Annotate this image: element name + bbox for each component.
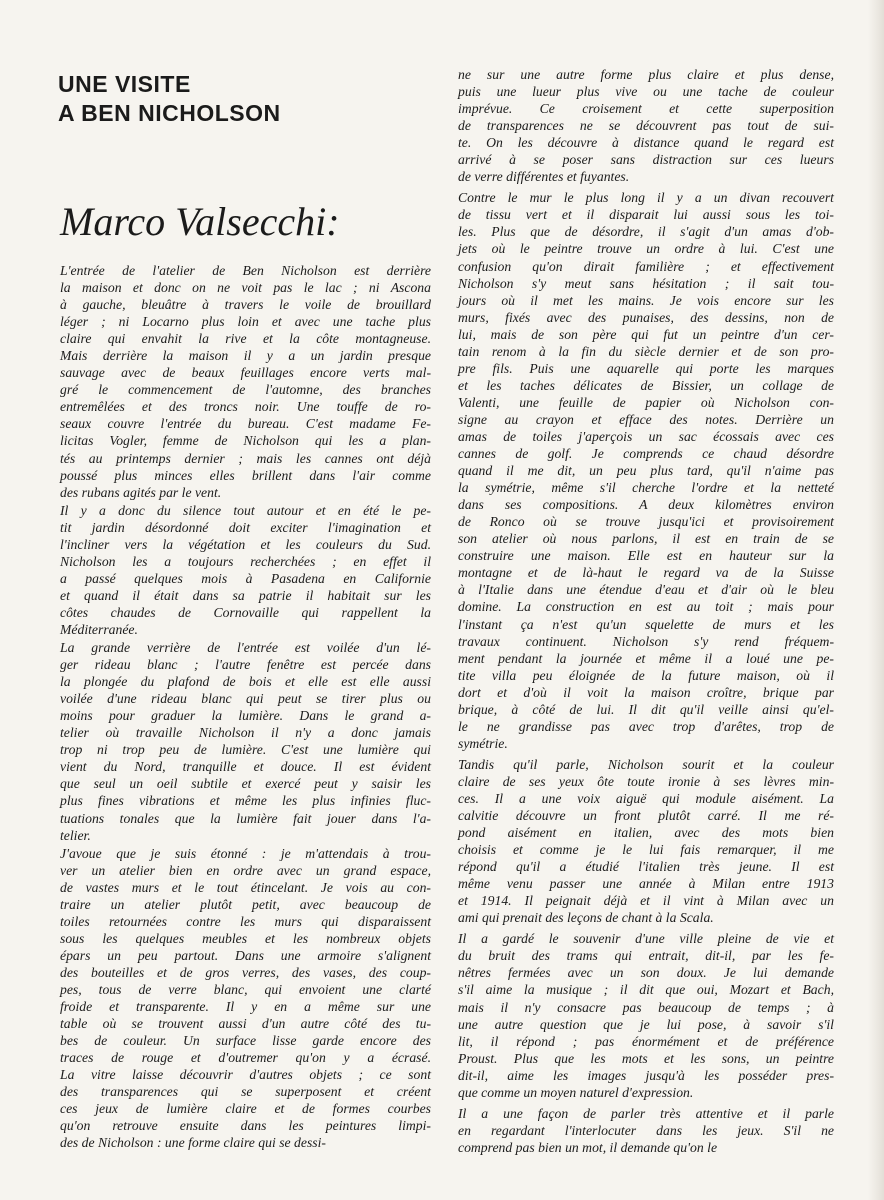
text-line: la symétrie, même s'il cherche l'ordre et la netteté xyxy=(458,480,834,496)
text-line: côtes chaudes de Cornovaille qui rappellent la xyxy=(60,604,431,620)
text-line: pes, tous de verre blanc, qui envoient une clarté xyxy=(60,981,431,997)
left-column xyxy=(60,262,431,1151)
article-title xyxy=(58,70,438,128)
text-line: trop ni trop peu de lumière. C'est une lumière qui xyxy=(60,742,431,758)
text-line: une autre question que je lui pose, à savoir s'il xyxy=(458,1016,834,1032)
text-line: signe au crayon et efface des notes. Derrière un xyxy=(458,411,834,427)
text-line: claire qui envahit la rive et la côte montagneuse. xyxy=(60,331,431,347)
text-line: toiles retournées contre les murs qui disparaissent xyxy=(60,913,431,929)
text-line: traire un atelier plutôt petit, avec beaucoup de xyxy=(60,896,431,912)
text-line: Il y a donc du silence tout autour et en été le pe- xyxy=(60,502,431,518)
text-line: traces de rouge et d'outremer qu'on y a écrasé. xyxy=(60,1050,431,1066)
text-line: du bruit des trams qui entrait, dit-il, par les fe- xyxy=(458,948,834,964)
title-line-1: UNE VISITE xyxy=(58,71,191,97)
text-line: ne sur une autre forme plus claire et plus dense, xyxy=(458,67,834,82)
text-line: L'entrée de l'atelier de Ben Nicholson est derrière xyxy=(60,263,431,278)
text-line: travaux continuent. Nicholson s'y rend fréquem- xyxy=(458,633,834,649)
text-line: montagne et de là-haut le regard va de la Suisse xyxy=(458,565,834,581)
text-line: Tandis qu'il parle, Nicholson sourit et la couleur xyxy=(458,756,834,772)
text-line: de verre différentes et fuyantes. xyxy=(458,169,630,185)
text-line: imprévue. Ce croisement et cette superposition xyxy=(458,101,834,117)
text-line: dit-il, aime les images jusqu'à les posséder pres- xyxy=(458,1067,834,1083)
right-column xyxy=(458,66,834,1156)
page-edge xyxy=(868,0,884,1200)
text-line: que seul un oeil subtile et exercé peut y saisir les xyxy=(60,776,431,792)
text-line: tit jardin désordonné doit exciter l'imagination et xyxy=(60,519,431,535)
text-line: de Ronco où se trouve jusqu'ici et provisoirement xyxy=(458,514,834,530)
text-line: construire une maison. Elle est en hauteur sur la xyxy=(458,548,834,564)
text-line: moins pour graduer la lumière. Dans le grand a- xyxy=(60,708,431,724)
text-line: puis une lueur plus vive ou une tache de couleur xyxy=(458,84,834,100)
text-line: le ne grandisse pas avec trop d'arêtes, trop de xyxy=(458,718,834,734)
text-line: répond qu'il a étudié l'italien très jeune. Il est xyxy=(458,859,834,875)
text-line: choisis et comme je le lui fais remarquer, il me xyxy=(458,842,834,858)
text-line: la plongée du plafond de bois et elle est elle aussi xyxy=(60,674,431,690)
text-line: dort et d'où il voit la maison croître, brique par xyxy=(458,684,834,700)
text-line: lit, il répond ; pas énormément et de préférence xyxy=(458,1033,834,1049)
text-line: sauvage avec de beaux feuillages encore verts mal- xyxy=(60,365,431,381)
text-line: licitas Vogler, femme de Nicholson qui les a plan- xyxy=(60,433,431,449)
text-line: froide et transparente. Il y en a même sur une xyxy=(60,999,431,1015)
text-line: et quand il était dans sa patrie il habitait sur les xyxy=(60,587,431,603)
paragraph xyxy=(60,262,431,501)
paragraph xyxy=(458,189,834,752)
text-line: qu'on retrouve ensuite dans les peintures limpi- xyxy=(60,1118,431,1134)
text-line: l'instant ça n'est qu'un squelette de murs et les xyxy=(458,616,834,632)
text-line: des de Nicholson : une forme claire qui se dessi- xyxy=(60,1135,326,1151)
text-line: pond aisément en italien, avec des mots bien xyxy=(458,825,834,841)
text-line: J'avoue que je suis étonné : je m'attendais à trou- xyxy=(60,845,431,861)
text-line: s'il aime la musique ; il dit que oui, Mozart et Bach, xyxy=(458,982,834,998)
text-line: voilée d'une rideau blanc qui peut se tirer plus ou xyxy=(60,691,431,707)
text-line: comprend pas bien un mot, il demande qu'on le xyxy=(458,1139,718,1155)
text-line: léger ; ni Locarno plus loin et avec une tache plus xyxy=(60,314,431,330)
text-line: plus fines vibrations et même les plus infinies fluc- xyxy=(60,793,431,809)
text-line: épars un peu partout. Dans une armoire s'alignent xyxy=(60,947,431,963)
text-line: ami qui prenait des leçons de chant à la Scala. xyxy=(458,910,714,926)
text-line: Il a gardé le souvenir d'une ville pleine de vie et xyxy=(458,931,834,947)
paragraph xyxy=(458,66,834,185)
text-line: ces. Il a une voix aiguë qui module aisément. La xyxy=(458,790,834,806)
text-line: dans ses compositions. A deux kilomètres environ xyxy=(458,497,834,513)
text-line: jets où le peintre trouve un ordre à lui. C'est une xyxy=(458,241,834,257)
text-line: murs, fixés avec des punaises, des dessins, non de xyxy=(458,309,834,325)
text-line: Valenti, une feuille de papier où Nicholson con- xyxy=(458,394,834,410)
text-line: claire de ses yeux ôte toute ironie à ses lèvres min- xyxy=(458,773,834,789)
text-line: tés au printemps dernier ; mais les cannes ont déjà xyxy=(60,450,431,466)
text-line: des bouteilles et de gros verres, des vases, des coup- xyxy=(60,964,431,980)
text-line: pre fils. Puis une aquarelle qui porte les marques xyxy=(458,360,834,376)
text-line: de tissu vert et il disparait lui aussi sous les toi- xyxy=(458,207,834,223)
text-line: Méditerranée. xyxy=(60,621,138,637)
text-line: que comme un moyen naturel d'expression. xyxy=(458,1084,694,1100)
text-line: en regardant l'interlocuter dans les jeux. S'il ne xyxy=(458,1122,834,1138)
text-line: tite villa peu éloignée de la future maison, où il xyxy=(458,667,834,683)
text-line: Nicholson s'y meut sans hésitation ; il sait tou- xyxy=(458,275,834,291)
text-line: vient du Nord, tranquille et douce. Il est évident xyxy=(60,759,431,775)
text-line: Il a une façon de parler très attentive et il parle xyxy=(458,1105,834,1121)
text-line: et les taches délicates de Bissier, un collage de xyxy=(458,377,834,393)
text-line: calvitie découvre un front plutôt carré. Il me ré- xyxy=(458,808,834,824)
text-line: ver un atelier bien en ordre avec un grand espace, xyxy=(60,862,431,878)
text-line: bes de couleur. Un surface lisse garde encore des xyxy=(60,1033,431,1049)
text-line: amas de toiles j'aperçois un sac écossais avec ces xyxy=(458,428,834,444)
text-line: à l'Italie dans une étendue d'eau et d'air où le bleu xyxy=(458,582,834,598)
text-line: arrivé à se poser sans distraction sur ces lueurs xyxy=(458,152,834,168)
text-line: La vitre laisse découvrir d'autres objets ; ce sont xyxy=(60,1067,431,1083)
text-line: La grande verrière de l'entrée est voilée d'un lé- xyxy=(60,640,431,656)
text-line: mais il n'y consacre pas beaucoup de temps ; à xyxy=(458,999,834,1015)
text-line: même venu passer une année à Milan entre 1913 xyxy=(458,876,834,892)
text-line: lui, mais de son père qui fut un peintre d'un cer- xyxy=(458,326,834,342)
text-line: et 1914. Il peignait déjà et il vint à Milan avec un xyxy=(458,893,834,909)
title-line-2: A BEN NICHOLSON xyxy=(58,100,281,126)
paragraph xyxy=(458,930,834,1100)
text-line: poussé plus minces elles brillent dans l'air comme xyxy=(60,467,431,483)
text-line: l'incliner vers la végétation et les couleurs du Sud. xyxy=(60,536,431,552)
text-line: table où se trouvent aussi d'un autre côté des tu- xyxy=(60,1016,431,1032)
text-line: les. Plus que de désordre, il s'agit d'un amas d'ob- xyxy=(458,224,834,240)
paragraph xyxy=(458,756,834,926)
text-line: ces jeux de lumière claire et de formes courbes xyxy=(60,1101,431,1117)
text-line: tuations tonales que la lumière fait jouer dans l'a- xyxy=(60,810,431,826)
text-line: Proust. Plus que les mots et les sons, un peintre xyxy=(458,1050,834,1066)
text-line: sous les quelques meubles et les nombreux objets xyxy=(60,930,431,946)
text-line: ger rideau blanc ; l'autre fenêtre est percée dans xyxy=(60,657,431,673)
text-line: telier où travaille Nicholson il n'y a donc jamais xyxy=(60,725,431,741)
text-line: Mais derrière la maison il y a un jardin presque xyxy=(60,348,431,364)
text-line: telier. xyxy=(60,827,91,843)
text-line: de transparences ne se découvrent pas tout de sui- xyxy=(458,118,834,134)
text-line: brique, à côté de lui. Il dit qu'il veille ainsi qu'el- xyxy=(458,701,834,717)
paragraph xyxy=(60,639,431,844)
text-line: des transparences qui se superposent et créent xyxy=(60,1084,431,1100)
text-line: à gauche, bleuâtre à travers le voile de brouillard xyxy=(60,297,431,313)
text-line: te. On les découvre à distance quand le regard est xyxy=(458,135,834,151)
text-line: quand il me dit, un peu plus tard, qu'il n'aime pas xyxy=(458,463,834,479)
text-line: Nicholson les a toujours recherchées ; en effet il xyxy=(60,553,431,569)
paragraph xyxy=(458,1105,834,1156)
text-line: symétrie. xyxy=(458,735,508,751)
text-line: domine. La construction en est au toit ; mais pour xyxy=(458,599,834,615)
text-line: des rubans agités par le vent. xyxy=(60,484,222,500)
text-line: Contre le mur le plus long il y a un divan recouvert xyxy=(458,190,834,206)
text-line: de vastes murs et le tout étincelant. Je vois au con- xyxy=(60,879,431,895)
text-line: son atelier où nous parlons, il est en train de se xyxy=(458,531,834,547)
text-line: cannes de golf. Je comprends ce chaud désordre xyxy=(458,446,834,462)
text-line: nêtres fermées avec un son doux. Je lui demande xyxy=(458,965,834,981)
paragraph xyxy=(60,502,431,638)
text-line: gré le commencement de l'automne, des branches xyxy=(60,382,431,398)
text-line: ment pendant la journée et même il a loué une pe- xyxy=(458,650,834,666)
text-line: la maison et donc on ne voit pas le lac ; ni Ascona xyxy=(60,280,431,296)
text-line: jours où il met les mains. Je vois encore sur les xyxy=(458,292,834,308)
paragraph xyxy=(60,845,431,1152)
text-line: confusion qu'on dirait familière ; et effectivement xyxy=(458,258,834,274)
author-byline: Marco Valsecchi: xyxy=(60,199,340,244)
text-line: seaux couvre l'entrée du bureau. C'est madame Fe- xyxy=(60,416,431,432)
text-line: entremêlées et des troncs noir. Une touffe de ro- xyxy=(60,399,431,415)
text-line: tain renom à la fin du siècle dernier et de son pro- xyxy=(458,343,834,359)
text-line: a passé quelques mois à Pasadena en Californie xyxy=(60,570,431,586)
